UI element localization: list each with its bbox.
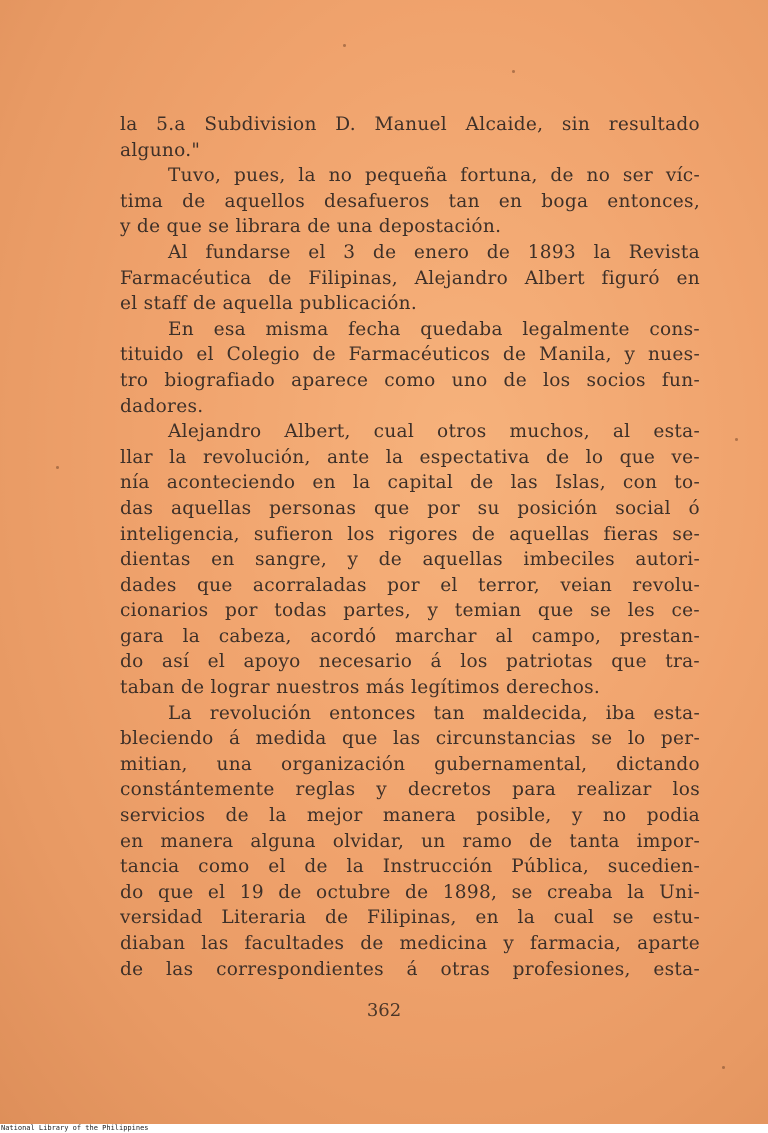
text-line: En esa misma fecha quedaba legalmente cons- xyxy=(168,318,700,340)
library-credit: National Library of the Philippines xyxy=(1,1124,149,1132)
text-line: dientas en sangre, y de aquellas imbeciles autori- xyxy=(120,549,700,571)
paper-speck xyxy=(512,70,515,73)
text-line: taban de lograr nuestros más legítimos derechos. xyxy=(120,677,601,699)
text-line: la 5.a Subdivision D. Manuel Alcaide, sin resultado xyxy=(120,114,700,135)
text-line: tro biografiado aparece como uno de los socios fun- xyxy=(120,369,700,391)
text-line: cionarios por todas partes, y temian que se les ce- xyxy=(120,600,700,622)
text-line: servicios de la mejor manera posible, y no podia xyxy=(120,805,700,827)
text-line: tituido el Colegio de Farmacéuticos de Manila, y nues- xyxy=(120,344,700,366)
text-line: Alejandro Albert, cual otros muchos, al esta- xyxy=(168,421,700,443)
text-line: y de que se librara de una depostación. xyxy=(120,216,502,238)
text-line: nía aconteciendo en la capital de las Islas, con to- xyxy=(120,472,700,494)
text-line: tancia como el de la Instrucción Pública, sucedien- xyxy=(120,856,700,878)
text-line: versidad Literaria de Filipinas, en la cual se estu- xyxy=(120,907,700,929)
paper-speck xyxy=(722,1066,725,1069)
text-line: en manera alguna olvidar, un ramo de tanta impor- xyxy=(120,830,700,852)
text-line: llar la revolución, ante la espectativa de lo que ve- xyxy=(120,446,700,468)
text-line: Farmacéutica de Filipinas, Alejandro Albert figuró en xyxy=(120,267,700,289)
text-line: alguno." xyxy=(120,139,201,161)
text-line: La revolución entonces tan maldecida, iba esta- xyxy=(168,702,700,724)
body-text xyxy=(120,112,700,982)
text-line: inteligencia, sufieron los rigores de aquellas fieras se- xyxy=(120,523,700,545)
text-line: el staff de aquella publicación. xyxy=(120,293,418,315)
text-line: constántemente reglas y decretos para realizar los xyxy=(120,779,700,801)
text-line: de las correspondientes á otras profesiones, esta- xyxy=(120,958,700,980)
text-line: dades que acorraladas por el terror, veian revolu- xyxy=(120,574,700,596)
text-line: das aquellas personas que por su posición social ó xyxy=(120,497,700,519)
text-line: do que el 19 de octubre de 1898, se creaba la Uni- xyxy=(120,881,700,903)
paper-speck xyxy=(56,466,59,469)
text-line: Al fundarse el 3 de enero de 1893 la Revista xyxy=(168,241,700,263)
text-line: dadores. xyxy=(120,395,204,417)
text-line: Tuvo, pues, la no pequeña fortuna, de no ser víc- xyxy=(168,165,700,187)
paper-speck xyxy=(343,44,346,47)
text-line: diaban las facultades de medicina y farmacia, aparte xyxy=(120,933,700,954)
text-line: do así el apoyo necesario á los patriotas que tra- xyxy=(120,651,700,673)
text-line: bleciendo á medida que las circunstancias se lo per- xyxy=(120,728,700,750)
text-line: tima de aquellos desafueros tan en boga entonces, xyxy=(120,190,700,212)
text-line: gara la cabeza, acordó marchar al campo, prestan- xyxy=(120,625,700,647)
text-line: mitian, una organización gubernamental, dictando xyxy=(120,753,700,775)
page-number: 362 xyxy=(366,1000,402,1021)
paper-speck xyxy=(735,438,738,441)
